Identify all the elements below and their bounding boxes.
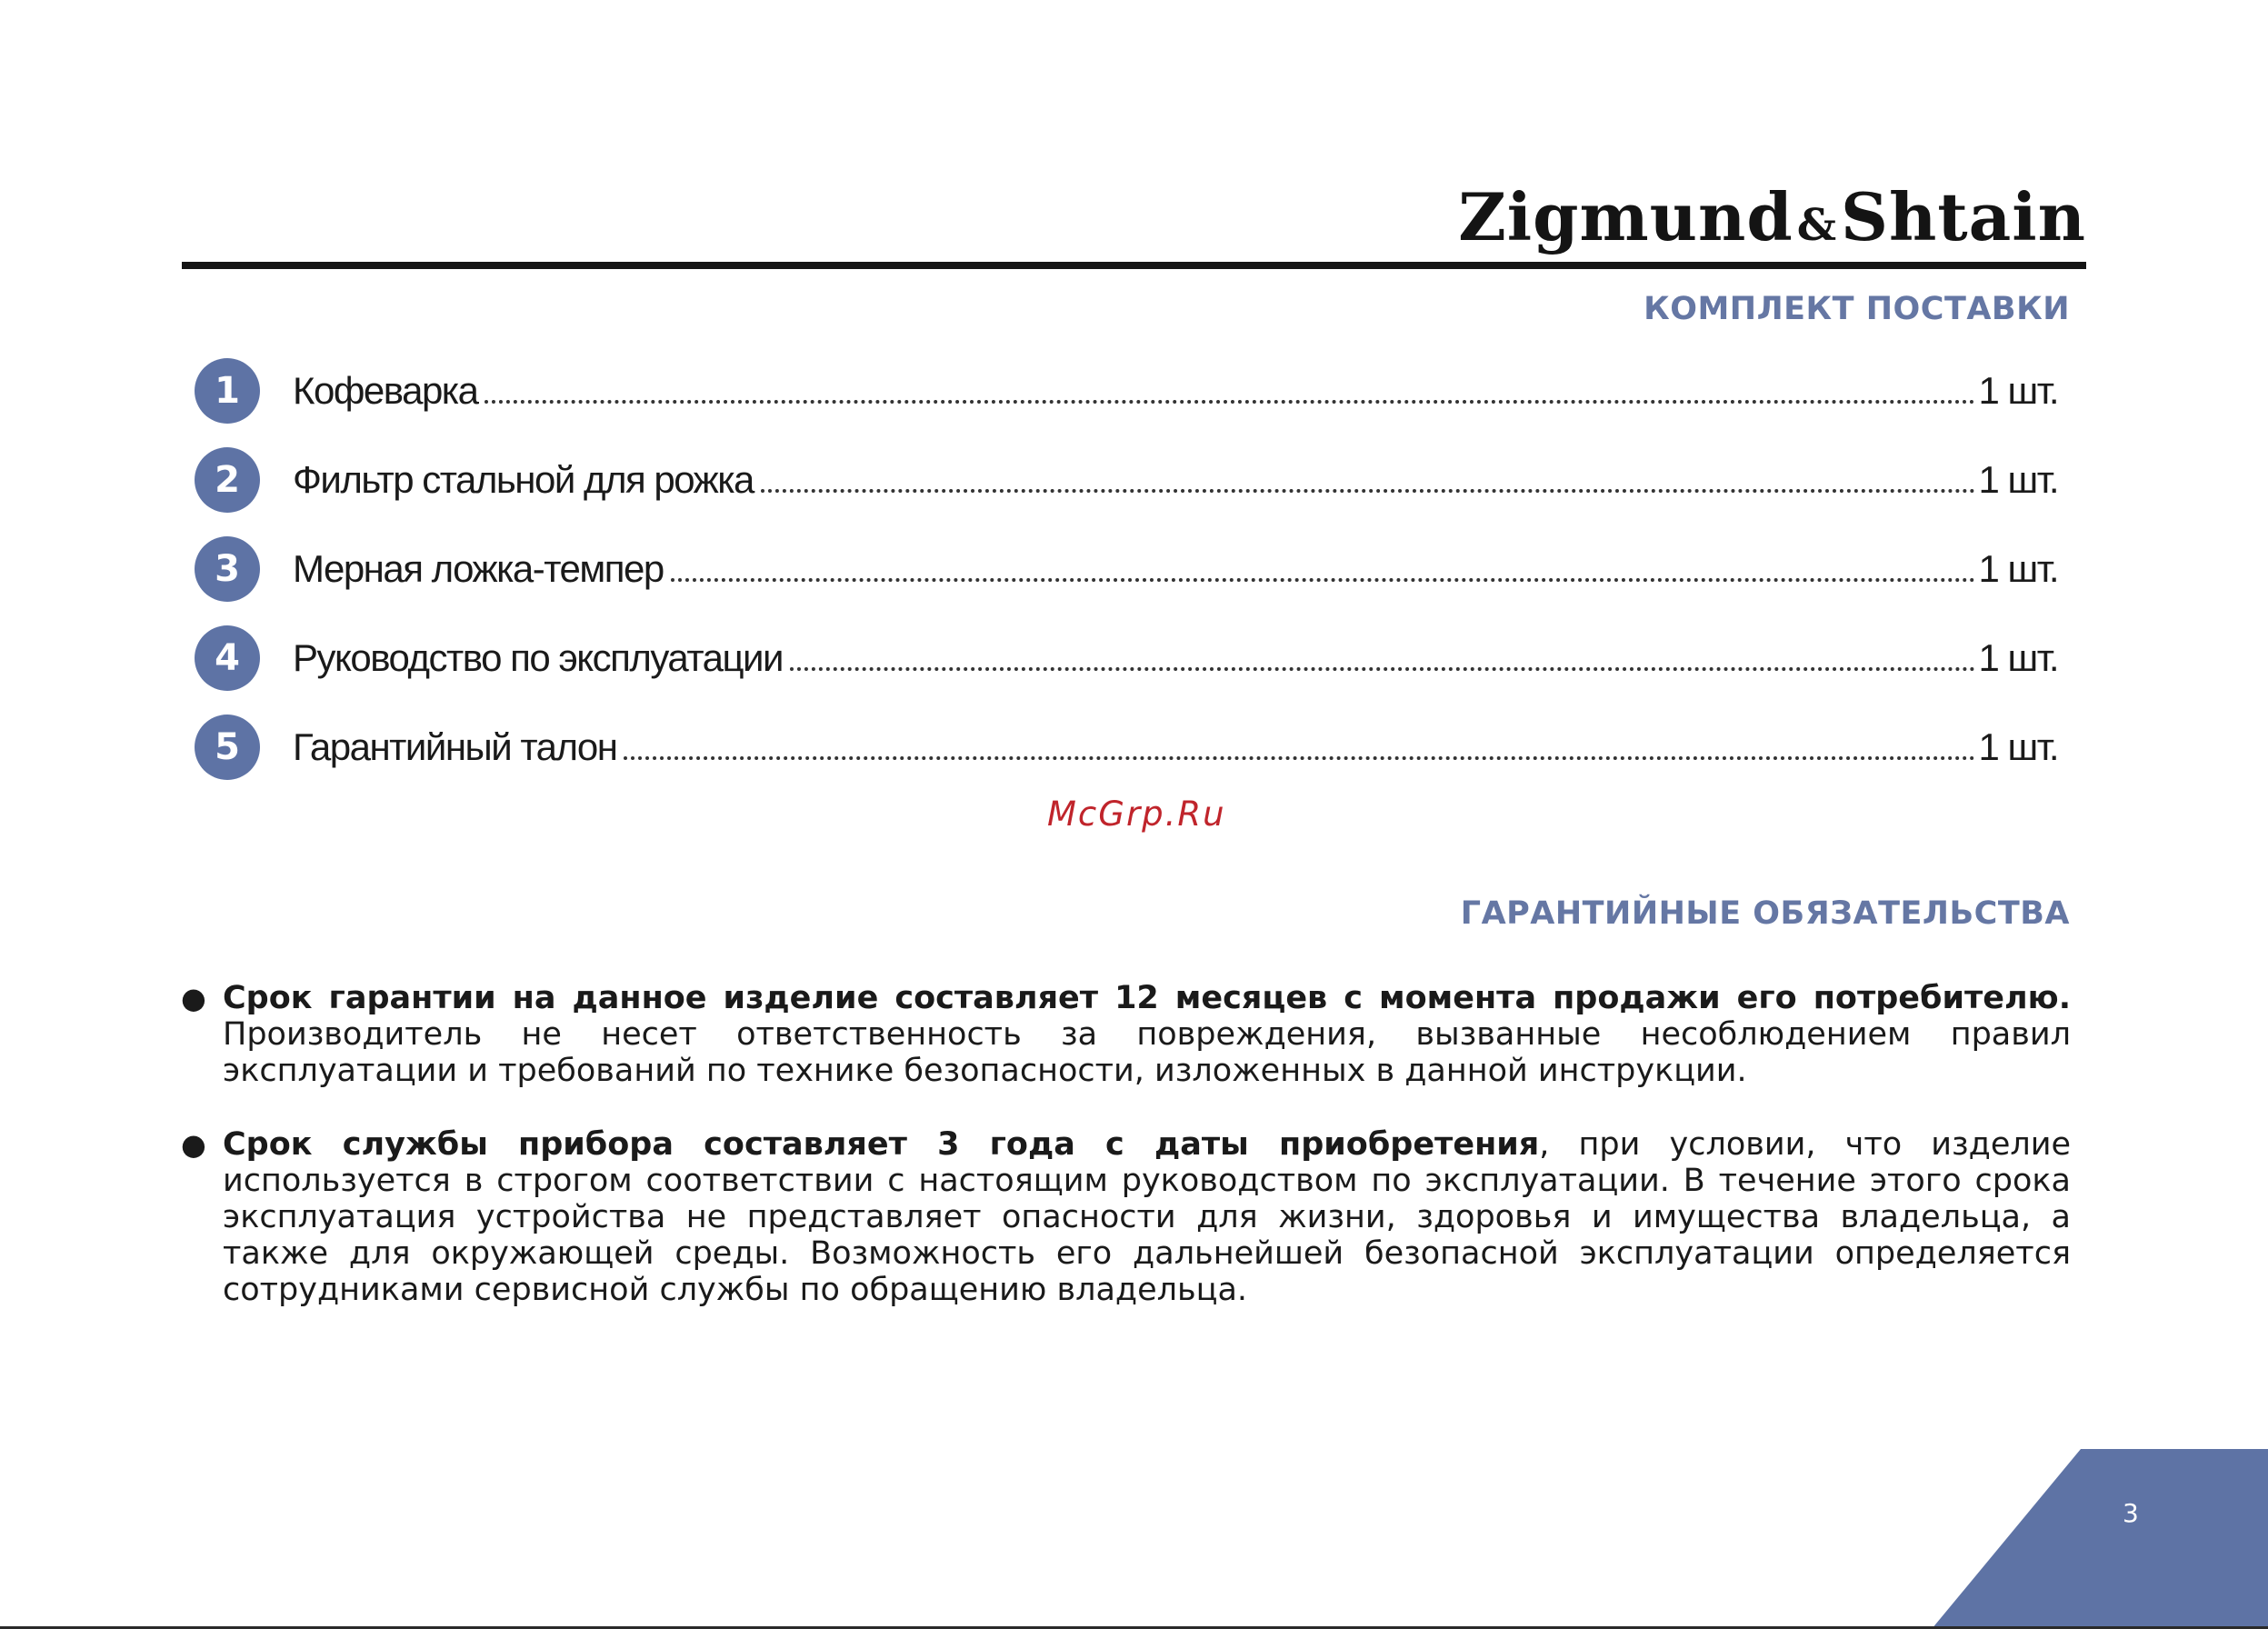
list-item xyxy=(195,624,2058,713)
paragraph-text: Производитель не несет ответственность за повреждения, вызванные несоблюдением правил эксплуатации и требований по технике безопасности, изложенных в данной инструкции. xyxy=(223,1016,2071,1089)
item-quantity: 1 шт. xyxy=(1978,547,2058,590)
item-row xyxy=(293,547,2058,591)
corner-decoration xyxy=(1932,1449,2268,1629)
delivery-title: КОМПЛЕКТ ПОСТАВКИ xyxy=(1644,291,2070,327)
item-row xyxy=(293,369,2058,413)
paragraph-lead: Срок службы прибора составляет 3 года с даты приобретения xyxy=(223,1126,1540,1163)
item-name: Гарантийный талон xyxy=(293,725,617,768)
brand-name-left: Zigmund xyxy=(1458,178,1793,255)
item-name: Руководство по эксплуатации xyxy=(293,636,783,679)
warranty-paragraph xyxy=(181,980,2071,1089)
item-row xyxy=(293,458,2058,502)
item-row xyxy=(293,725,2058,769)
watermark-link[interactable]: McGrp.Ru xyxy=(1047,795,1226,834)
dot-leader xyxy=(485,400,1974,404)
delivery-list xyxy=(195,356,2058,802)
list-item xyxy=(195,535,2058,624)
paragraph-lead: Срок гарантии на данное изделие составляет 12 месяцев с момента продажи его потребителю. xyxy=(223,980,2071,1016)
dot-leader xyxy=(790,667,1975,671)
item-quantity: 1 шт. xyxy=(1978,725,2058,768)
item-number-badge: 4 xyxy=(195,625,260,691)
item-quantity: 1 шт. xyxy=(1978,458,2058,501)
brand-logo xyxy=(1458,178,2086,255)
bullet-icon: ● xyxy=(181,1127,206,1162)
item-number-badge: 5 xyxy=(195,715,260,780)
brand-name-right: Shtain xyxy=(1841,178,2086,255)
service-life-paragraph xyxy=(181,1126,2071,1308)
list-item xyxy=(195,713,2058,802)
list-item xyxy=(195,445,2058,535)
item-number-badge: 3 xyxy=(195,536,260,602)
bullet-icon: ● xyxy=(181,981,206,1015)
item-name: Фильтр стальной для рожка xyxy=(293,458,754,501)
list-item xyxy=(195,356,2058,445)
item-name: Мерная ложка-темпер xyxy=(293,547,664,590)
item-quantity: 1 шт. xyxy=(1978,636,2058,679)
header-rule xyxy=(182,262,2086,269)
dot-leader xyxy=(624,756,1974,760)
dot-leader xyxy=(761,489,1975,493)
brand-ampersand: & xyxy=(1796,200,1838,251)
dot-leader xyxy=(671,578,1975,582)
item-number-badge: 2 xyxy=(195,447,260,513)
item-name: Кофеварка xyxy=(293,369,478,412)
paragraph-text: , при условии, что изделие используется в строгом соответствии с настоящим руководством по эксплуатации. В течение этого срока эксплуатация устройства не представляет опасности для жизни, здоровья и имущества владельца, а также для окружающей среды. Возможность его дальнейшей безопасной эксплуатации определяется сотрудниками сервисной службы по обращению владельца. xyxy=(223,1126,2071,1308)
warranty-title: ГАРАНТИЙНЫЕ ОБЯЗАТЕЛЬСТВА xyxy=(1460,895,2070,932)
page-number: 3 xyxy=(2123,1498,2139,1528)
item-row xyxy=(293,636,2058,680)
item-number-badge: 1 xyxy=(195,358,260,424)
item-quantity: 1 шт. xyxy=(1978,369,2058,412)
